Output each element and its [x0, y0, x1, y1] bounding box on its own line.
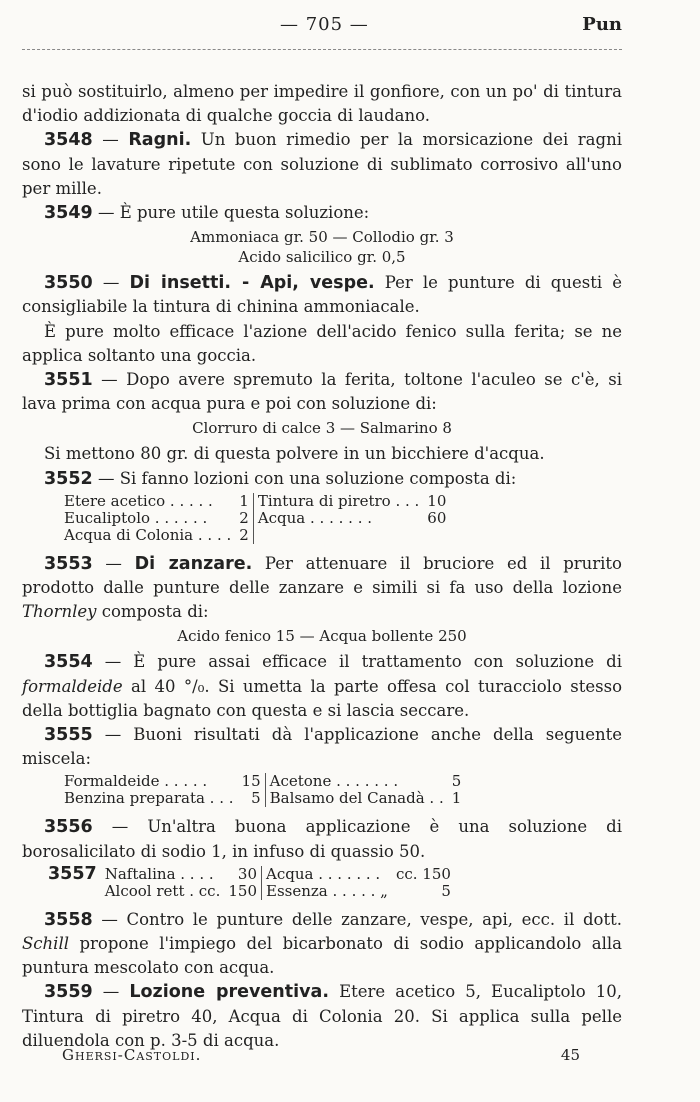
entry-3548	[22, 128, 622, 201]
entry-text-end: propone l'impiego del bicarbonato di sodio applicandolo alla puntura mescolato con acqua.	[22, 934, 622, 978]
quantity: 2	[239, 525, 249, 544]
entry-heading: Di zanzare.	[134, 553, 253, 574]
entry-number: 3556	[44, 817, 93, 838]
entry-text: Un buon rimedio per la morsicazione dei ragni sono le lavature ripetute con soluzione di sublimato corrosivo all'uno per mille.	[22, 130, 622, 198]
entry-text: — È pure assai efficace il trattamento con soluzione di	[92, 652, 622, 672]
ingredient: Acetone . . . . . . .	[265, 773, 448, 790]
recipe-table-3552	[60, 493, 450, 544]
quantity: 30	[237, 864, 257, 883]
ingredient: Formaldeide . . . . .	[64, 772, 208, 791]
entry-heading: Lozione preventiva.	[129, 982, 329, 1003]
entry-3549	[22, 201, 622, 225]
recipe-row	[60, 773, 465, 790]
entry-3556	[22, 815, 622, 863]
entry-number: 3557	[48, 863, 97, 884]
ingredient: Acqua . . . . . . .	[253, 510, 423, 527]
ingredient: Acqua di Colonia . . . .	[64, 525, 232, 544]
quantity: cc. 150	[395, 864, 451, 883]
recipe-row	[60, 510, 450, 527]
entry-text: — Dopo avere spremuto la ferita, toltone l'aculeo se c'è, si lava prima con acqua pura e poi con soluzione di:	[22, 370, 622, 414]
ingredient: Eucaliptolo . . . . . .	[64, 508, 208, 527]
ingredient: Essenza . . . . . „	[262, 883, 392, 900]
entry-dash: —	[92, 553, 135, 573]
entry-number: 3549	[44, 203, 93, 224]
entry-heading: Ragni.	[128, 130, 192, 151]
entry-3554	[22, 650, 622, 723]
quantity: 2	[239, 508, 249, 527]
entry-heading: Di insetti. - Api, vespe.	[129, 273, 375, 294]
quantity: 1	[239, 491, 249, 510]
ingredient: Acqua . . . . . . .	[262, 866, 392, 883]
page-body	[22, 80, 622, 1053]
signature-mark: Ghersi-Castoldi.	[62, 1046, 202, 1064]
quantity: 15	[241, 772, 261, 791]
entry-3551-continued: Si mettono 80 gr. di questa polvere in un bicchiere d'acqua.	[44, 444, 545, 464]
entry-text: — Si fanno lozioni con una soluzione composta di:	[92, 468, 517, 488]
page-number: — 705 —	[280, 14, 369, 35]
page	[22, 14, 622, 1064]
continued-paragraph: si può sostituirlo, almeno per impedire il gonfiore, con un po' di tintura d'iodio addizionata di qualche goccia di laudano.	[22, 82, 622, 126]
quantity: 5	[451, 772, 462, 791]
recipe-table-3557	[44, 863, 455, 900]
entry-3558	[22, 908, 622, 981]
formula-3553: Acido fenico 15 — Acqua bollente 250	[177, 627, 467, 646]
entry-3550	[22, 271, 622, 319]
ingredient	[253, 527, 423, 544]
quantity	[423, 527, 450, 544]
italic-term: formaldeide	[22, 676, 123, 696]
entry-number: 3559	[44, 982, 93, 1003]
formula-line-2: Acido salicilico gr. 0,5	[238, 248, 406, 267]
italic-name: Thornley	[22, 602, 97, 622]
recipe-row	[44, 866, 455, 883]
sheet-number: 45	[560, 1046, 580, 1064]
entry-number: 3553	[44, 553, 93, 574]
entry-dash: —	[92, 982, 130, 1002]
page-header	[22, 14, 622, 40]
quantity: 5	[441, 881, 451, 900]
entry-text: Per attenuare il bruciore ed il prurito prodotto dalle punture delle zanzare e simili si fa uso della lozione	[22, 553, 622, 598]
entry-text: — È pure utile questa soluzione:	[92, 203, 370, 223]
entry-text: Etere acetico 5, Eucaliptolo 10, Tintura di piretro 40, Acqua di Colonia 20. Si applica sulla pelle diluendola con p. 3-5 di acqua.	[22, 982, 622, 1050]
entry-text: — Contro le punture delle zanzare, vespe, api, ecc. il dott.	[92, 909, 622, 929]
recipe-row	[60, 493, 450, 510]
quantity: 1	[451, 789, 462, 808]
ingredient: Balsamo del Canadà . .	[265, 790, 448, 807]
entry-number: 3558	[44, 909, 93, 930]
entry-text: — Buoni risultati dà l'applicazione anche della seguente miscela:	[22, 725, 622, 769]
ingredient: Tintura di piretro . . .	[253, 493, 423, 510]
quantity: 60	[427, 508, 447, 527]
quantity: 10	[427, 491, 447, 510]
formula-line-1: Ammoniaca gr. 50 — Collodio gr. 3	[190, 228, 454, 247]
entry-3551	[22, 368, 622, 416]
recipe-row	[60, 527, 450, 544]
ingredient: Naftalina . . . .	[104, 864, 214, 883]
entry-text-end: al 40 °/₀. Si umetta la parte offesa col turacciolo stesso della bottiglia bagnato con questa e si lascia seccare.	[22, 676, 622, 720]
entry-3553	[22, 552, 622, 625]
entry-3559	[22, 980, 622, 1053]
italic-name: Schill	[22, 934, 70, 954]
entry-dash: —	[92, 273, 130, 293]
entry-number: 3550	[44, 273, 93, 294]
page-footer	[62, 1046, 622, 1064]
entry-number: 3554	[44, 652, 93, 673]
formula-3549	[22, 227, 622, 267]
ingredient: Alcool rett . cc.	[104, 881, 221, 900]
header-rule	[22, 49, 622, 50]
recipe-row	[60, 790, 465, 807]
recipe-row	[44, 883, 455, 900]
running-head: Pun	[582, 14, 622, 35]
formula-3551: Clorruro di calce 3 — Salmarino 8	[192, 419, 452, 438]
entry-text: — Un'altra buona applicazione è una soluzione di borosalicilato di sodio 1, in infuso di quassio 50.	[22, 817, 622, 861]
entry-number: 3555	[44, 725, 93, 746]
ingredient: Etere acetico . . . . .	[64, 491, 213, 510]
entry-number: 3551	[44, 370, 93, 391]
quantity: 5	[251, 789, 261, 808]
entry-text-end: composta di:	[96, 602, 209, 622]
entry-3555	[22, 723, 622, 771]
recipe-table-3555	[60, 773, 465, 807]
spacer	[44, 883, 101, 900]
entry-text: Per le punture di questi è consigliabile la tintura di chinina ammoniacale.	[22, 273, 622, 317]
ingredient: Benzina preparata . . .	[64, 789, 234, 808]
entry-3550-continued: È pure molto efficace l'azione dell'acido fenico sulla ferita; se ne applica soltanto una goccia.	[22, 321, 622, 365]
entry-3552	[22, 467, 622, 491]
quantity: 150	[228, 881, 257, 900]
entry-number: 3552	[44, 468, 93, 489]
entry-dash: —	[92, 130, 129, 150]
entry-number: 3548	[44, 130, 93, 151]
